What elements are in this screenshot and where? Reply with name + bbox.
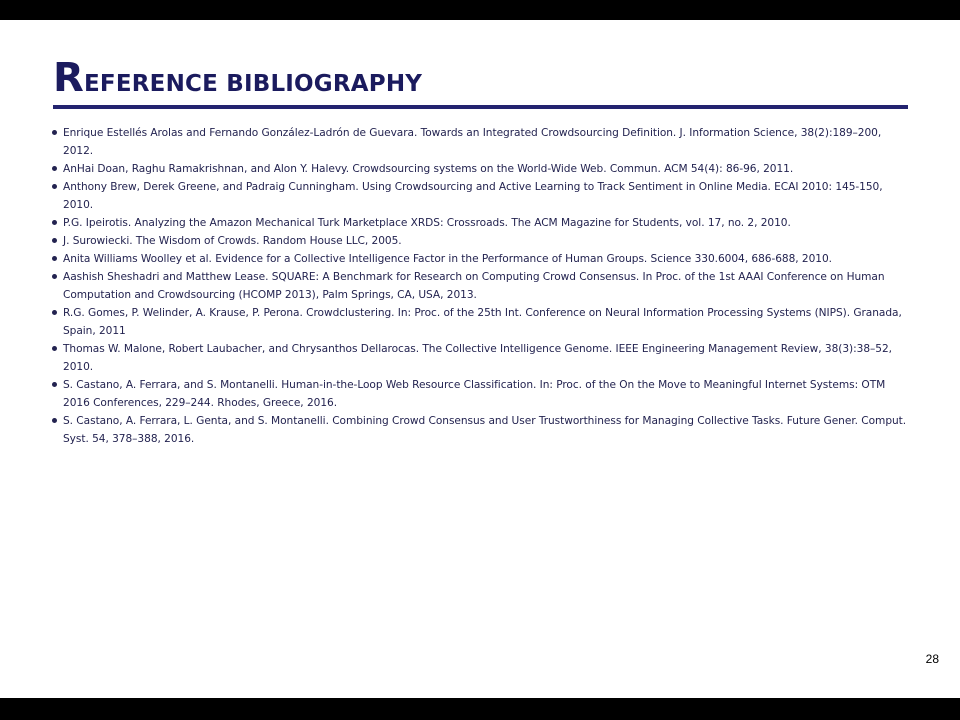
bullet-icon [52, 382, 57, 387]
reference-text: S. Castano, A. Ferrara, and S. Montanelli. Human-in-the-Loop Web Resource Classification. In: Proc. of the On the Move to Meaningful Internet Systems: OTM 2016 Conferences, 229–244. Rhodes, Greece, 2016. [63, 379, 886, 409]
reference-text: P.G. Ipeirotis. Analyzing the Amazon Mechanical Turk Marketplace XRDS: Crossroads. The ACM Magazine for Students, vol. 17, no. 2, 2010. [63, 217, 791, 229]
bullet-icon [52, 310, 57, 315]
reference-text: R.G. Gomes, P. Welinder, A. Krause, P. Perona. Crowdclustering. In: Proc. of the 25th Int. Conference on Neural Information Processing Systems (NIPS). Granada, Spain, 2011 [63, 307, 902, 337]
reference-item [52, 412, 912, 448]
reference-text: Anita Williams Woolley et al. Evidence for a Collective Intelligence Factor in the Performance of Human Groups. Science 330.6004, 686-688, 2010. [63, 253, 832, 265]
reference-item [52, 250, 912, 268]
page-title [53, 56, 422, 106]
bullet-icon [52, 418, 57, 423]
bullet-icon [52, 220, 57, 225]
reference-list [52, 124, 912, 448]
reference-item [52, 214, 912, 232]
title-rest: EFERENCE BIBLIOGRAPHY [84, 71, 423, 97]
title-initial: R [53, 55, 85, 101]
slide [0, 20, 960, 698]
bullet-icon [52, 238, 57, 243]
reference-item [52, 340, 912, 376]
reference-item [52, 376, 912, 412]
bullet-icon [52, 256, 57, 261]
bullet-icon [52, 274, 57, 279]
reference-text: AnHai Doan, Raghu Ramakrishnan, and Alon Y. Halevy. Crowdsourcing systems on the World-Wide Web. Commun. ACM 54(4): 86-96, 2011. [63, 163, 794, 175]
bullet-icon [52, 346, 57, 351]
reference-item [52, 268, 912, 304]
reference-item [52, 178, 912, 214]
reference-item [52, 160, 912, 178]
reference-item [52, 232, 912, 250]
reference-text: S. Castano, A. Ferrara, L. Genta, and S. Montanelli. Combining Crowd Consensus and User Trustworthiness for Managing Collective Tasks. Future Gener. Comput. Syst. 54, 378–388, 2016. [63, 415, 907, 445]
reference-text: Anthony Brew, Derek Greene, and Padraig Cunningham. Using Crowdsourcing and Active Learning to Track Sentiment in Online Media. ECAI 2010: 145-150, 2010. [63, 181, 883, 211]
bullet-icon [52, 184, 57, 189]
reference-text: Thomas W. Malone, Robert Laubacher, and Chrysanthos Dellarocas. The Collective Intelligence Genome. IEEE Engineering Management Review, 38(3):38–52, 2010. [63, 343, 892, 373]
bullet-icon [52, 130, 57, 135]
reference-text: Aashish Sheshadri and Matthew Lease. SQUARE: A Benchmark for Research on Computing Crowd Consensus. In Proc. of the 1st AAAI Conference on Human Computation and Crowdsourcing (HCOMP 2013), Palm Springs, CA, USA, 2013. [63, 271, 885, 301]
reference-text: J. Surowiecki. The Wisdom of Crowds. Random House LLC, 2005. [63, 235, 402, 247]
reference-item [52, 304, 912, 340]
page-number: 28 [925, 652, 939, 666]
reference-item [52, 124, 912, 160]
reference-text: Enrique Estellés Arolas and Fernando González-Ladrón de Guevara. Towards an Integrated Crowdsourcing Definition. J. Information Science, 38(2):189–200, 2012. [63, 127, 882, 157]
bullet-icon [52, 166, 57, 171]
title-divider [53, 105, 908, 109]
